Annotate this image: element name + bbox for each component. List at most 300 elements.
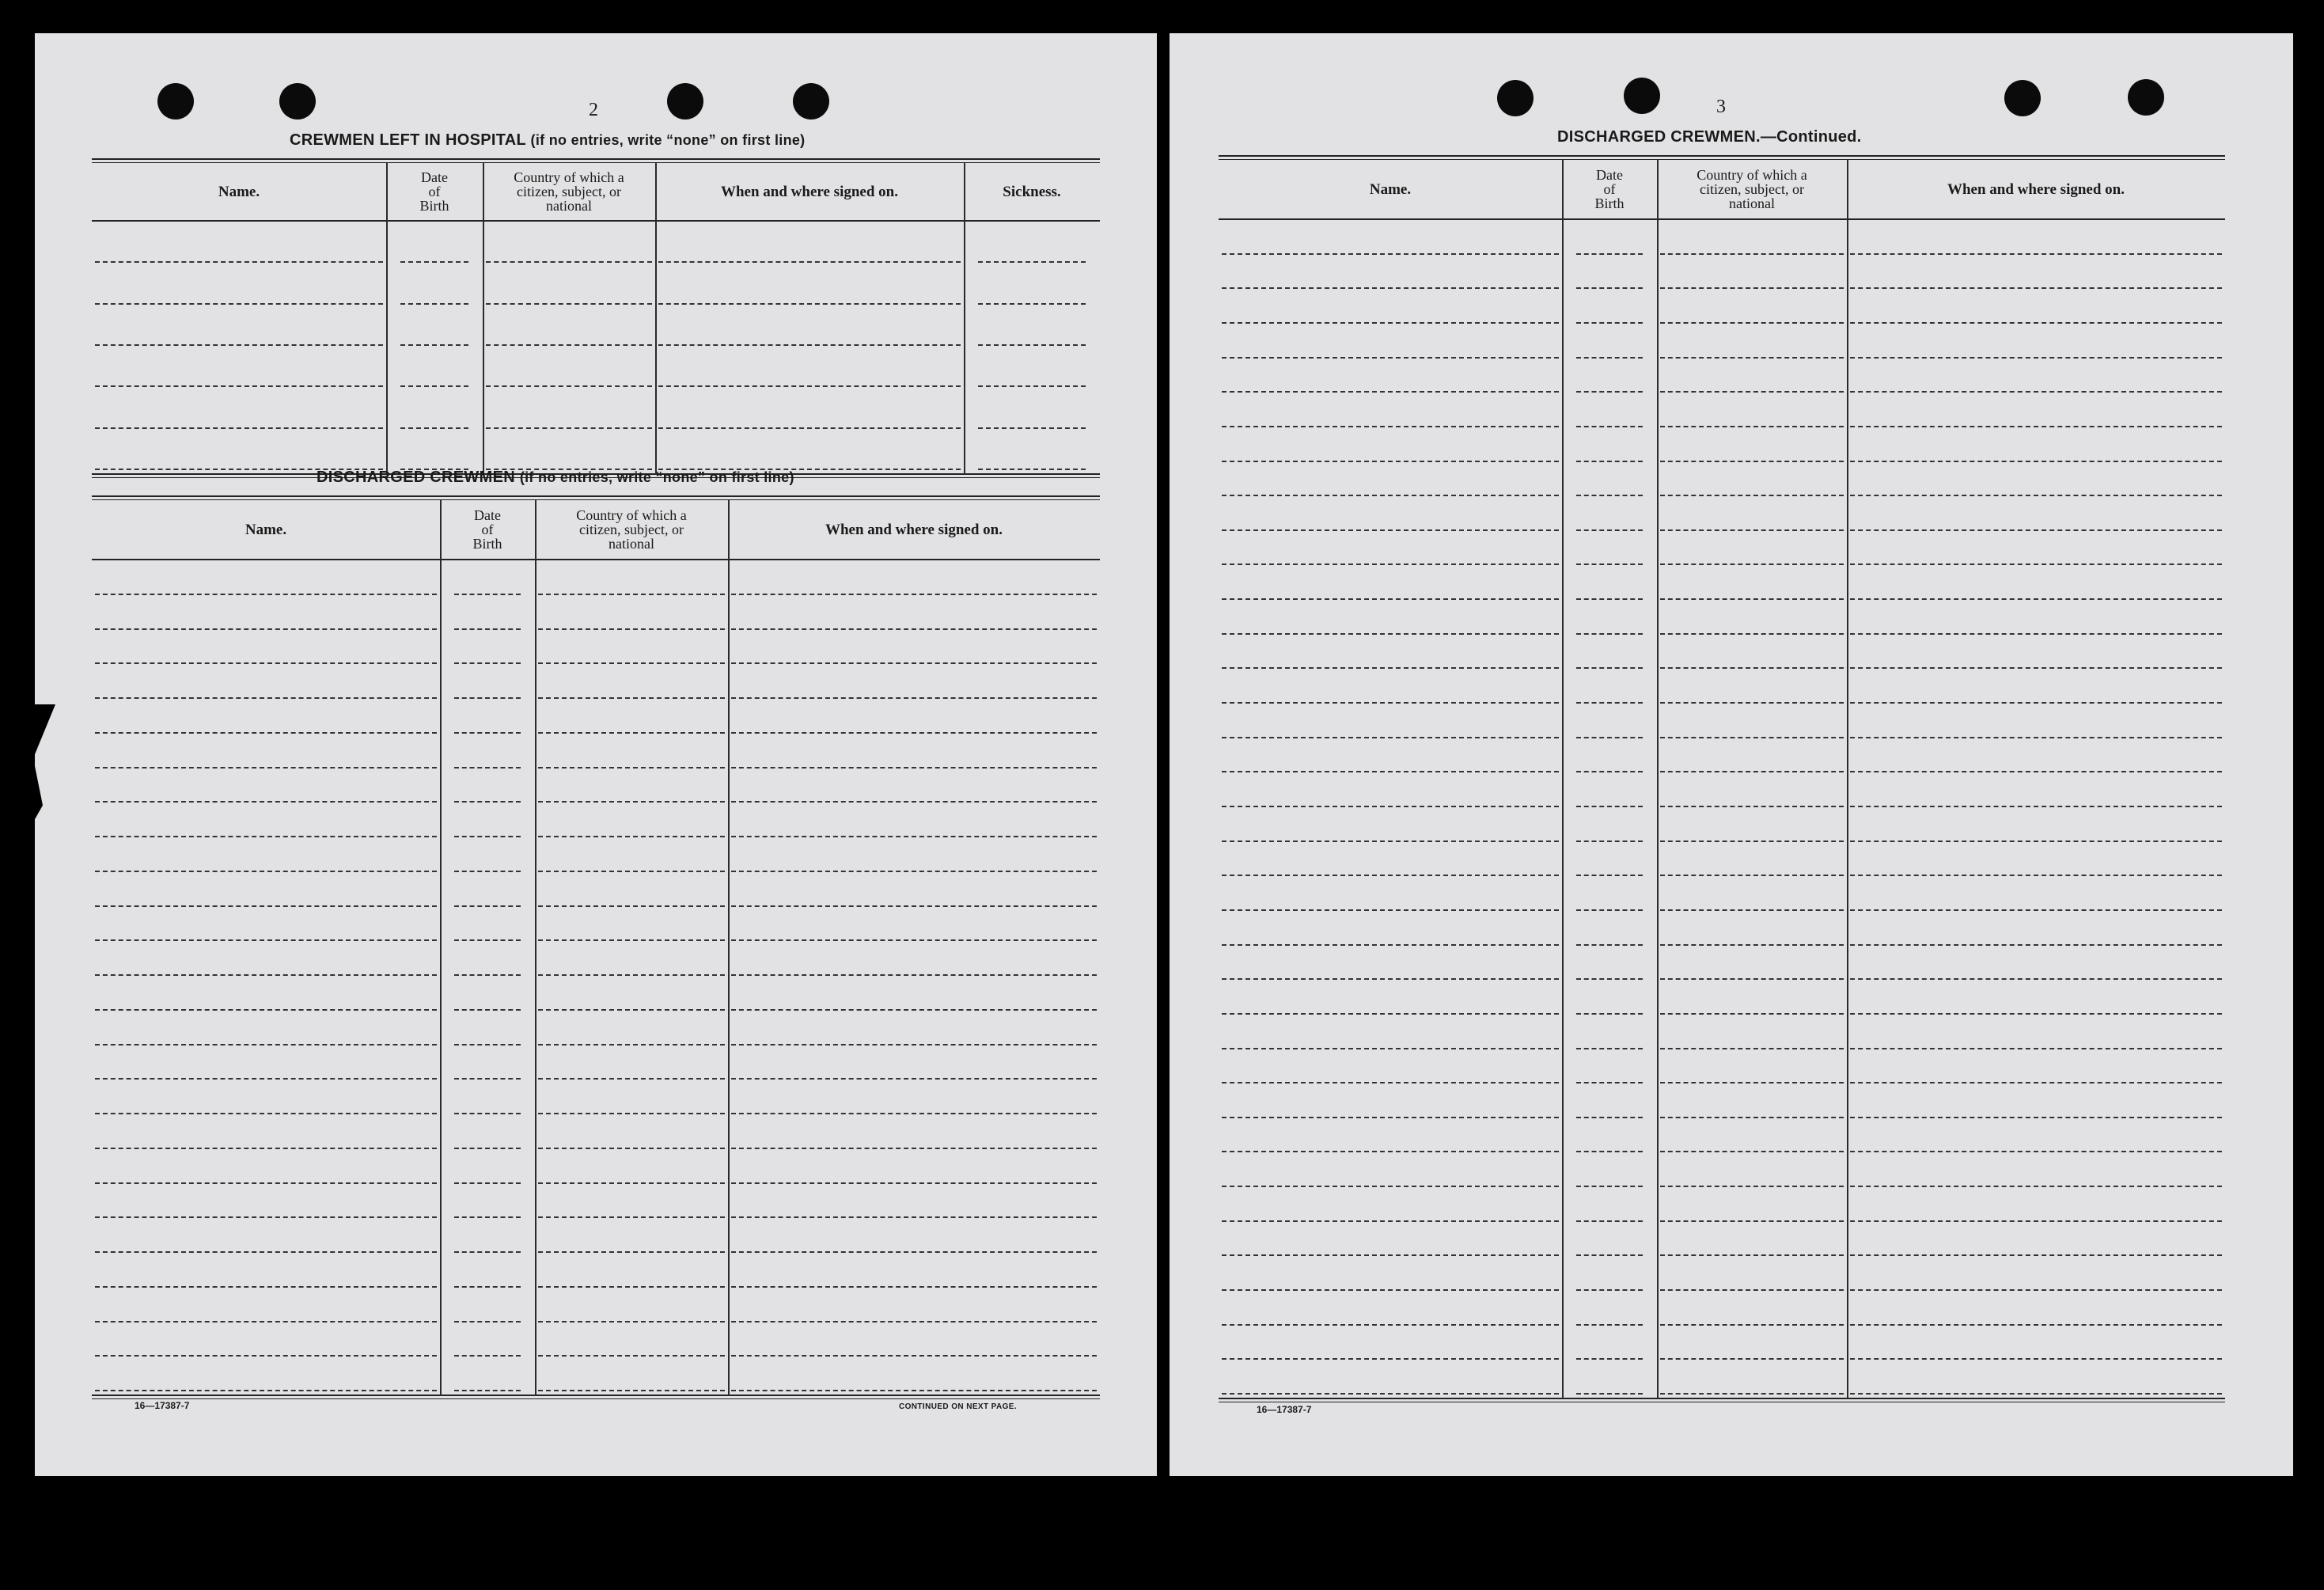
entry-line[interactable] — [95, 1321, 437, 1322]
entry-line[interactable] — [1222, 564, 1559, 565]
column-divider — [440, 500, 442, 1396]
entry-line[interactable] — [731, 836, 1097, 837]
entry-line[interactable] — [454, 1113, 521, 1114]
entry-line[interactable] — [1222, 806, 1559, 807]
column-divider — [728, 500, 730, 1396]
entry-line[interactable] — [1576, 1358, 1643, 1360]
entry-line[interactable] — [1576, 564, 1643, 565]
continued-note: CONTINUED ON NEXT PAGE. — [899, 1402, 1018, 1411]
entry-line[interactable] — [1660, 287, 1844, 289]
entry-line[interactable] — [1660, 1289, 1844, 1291]
entry-line[interactable] — [731, 1044, 1097, 1045]
entry-line[interactable] — [1660, 702, 1844, 704]
section-title-hospital — [290, 131, 805, 150]
entry-line[interactable] — [731, 1009, 1097, 1011]
punch-hole — [1497, 80, 1534, 116]
table-bottom-rule — [1219, 1398, 2225, 1402]
entry-line[interactable] — [1850, 667, 2222, 669]
entry-line[interactable] — [1222, 1013, 1559, 1015]
entry-line[interactable] — [1660, 806, 1844, 807]
column-header: Name. — [1369, 180, 1412, 198]
entry-line[interactable] — [454, 594, 521, 595]
entry-line[interactable] — [538, 1182, 725, 1184]
entry-line[interactable] — [1660, 737, 1844, 738]
entry-line[interactable] — [454, 1251, 521, 1253]
entry-line[interactable] — [1576, 841, 1643, 842]
entry-line[interactable] — [95, 1390, 437, 1391]
entry-line[interactable] — [658, 303, 961, 305]
entry-line[interactable] — [95, 1044, 437, 1045]
entry-line[interactable] — [658, 261, 961, 263]
entry-line[interactable] — [1850, 737, 2222, 738]
entry-line[interactable] — [538, 1009, 725, 1011]
entry-line[interactable] — [658, 344, 961, 346]
entry-line[interactable] — [1850, 495, 2222, 496]
entry-line[interactable] — [1222, 1048, 1559, 1049]
entry-line[interactable] — [1850, 1220, 2222, 1222]
entry-line[interactable] — [1660, 1117, 1844, 1118]
entry-line[interactable] — [1576, 322, 1643, 324]
entry-line[interactable] — [1850, 598, 2222, 600]
entry-line[interactable] — [978, 344, 1086, 346]
entry-line[interactable] — [1576, 253, 1643, 255]
column-divider — [535, 500, 536, 1396]
entry-line[interactable] — [1660, 909, 1844, 911]
entry-line[interactable] — [1576, 737, 1643, 738]
entry-line[interactable] — [1222, 1151, 1559, 1152]
entry-line[interactable] — [1850, 944, 2222, 946]
entry-line[interactable] — [731, 1113, 1097, 1114]
entry-line[interactable] — [1850, 1013, 2222, 1015]
entry-line[interactable] — [538, 939, 725, 941]
entry-line[interactable] — [978, 427, 1086, 429]
entry-line[interactable] — [95, 1182, 437, 1184]
entry-line[interactable] — [538, 767, 725, 768]
entry-line[interactable] — [95, 1009, 437, 1011]
entry-line[interactable] — [1222, 1186, 1559, 1187]
title-text: DISCHARGED CREWMEN — [317, 469, 515, 486]
title-note: (if no entries, write “none” on first line) — [519, 469, 794, 485]
entry-line[interactable] — [400, 385, 468, 387]
entry-line[interactable] — [538, 974, 725, 976]
entry-line[interactable] — [95, 261, 383, 263]
entry-line[interactable] — [1660, 633, 1844, 635]
entry-line[interactable] — [1222, 1289, 1559, 1291]
entry-line[interactable] — [95, 1251, 437, 1253]
entry-line[interactable] — [538, 1355, 725, 1357]
column-header: Date of Birth — [1594, 167, 1625, 211]
entry-line[interactable] — [1222, 875, 1559, 876]
entry-line[interactable] — [1222, 841, 1559, 842]
entry-line[interactable] — [538, 628, 725, 630]
column-header: Date of Birth — [472, 507, 502, 552]
entry-line[interactable] — [1660, 978, 1844, 980]
entry-line[interactable] — [538, 1251, 725, 1253]
column-header: When and where signed on. — [720, 183, 898, 200]
entry-line[interactable] — [95, 697, 437, 699]
entry-line[interactable] — [978, 385, 1086, 387]
header-bottom-rule — [92, 220, 1100, 222]
page-number: 2 — [589, 100, 598, 120]
entry-line[interactable] — [1222, 944, 1559, 946]
column-header: Sickness. — [1003, 183, 1061, 200]
entry-line[interactable] — [1576, 287, 1643, 289]
entry-line[interactable] — [1576, 978, 1643, 980]
entry-line[interactable] — [1850, 357, 2222, 359]
entry-line[interactable] — [454, 1044, 521, 1045]
entry-line[interactable] — [1222, 1082, 1559, 1083]
entry-line[interactable] — [1850, 461, 2222, 462]
form-number: 16—17387-7 — [1257, 1404, 1312, 1415]
entry-line[interactable] — [731, 801, 1097, 803]
entry-line[interactable] — [1576, 771, 1643, 772]
entry-line[interactable] — [1850, 875, 2222, 876]
entry-line[interactable] — [1660, 667, 1844, 669]
entry-line[interactable] — [1850, 978, 2222, 980]
entry-line[interactable] — [454, 767, 521, 768]
column-header: Country of which a citizen, subject, or national — [576, 507, 687, 552]
entry-line[interactable] — [1850, 633, 2222, 635]
entry-line[interactable] — [1576, 1220, 1643, 1222]
entry-line[interactable] — [538, 732, 725, 734]
entry-line[interactable] — [978, 261, 1086, 263]
entry-line[interactable] — [538, 697, 725, 699]
entry-line[interactable] — [1660, 1324, 1844, 1326]
entry-line[interactable] — [731, 1286, 1097, 1288]
column-divider — [1657, 160, 1659, 1399]
entry-line[interactable] — [1222, 702, 1559, 704]
entry-line[interactable] — [1660, 495, 1844, 496]
entry-line[interactable] — [454, 662, 521, 664]
entry-line[interactable] — [731, 732, 1097, 734]
entry-line[interactable] — [400, 427, 468, 429]
entry-line[interactable] — [95, 801, 437, 803]
entry-line[interactable] — [454, 732, 521, 734]
entry-line[interactable] — [538, 905, 725, 907]
entry-line[interactable] — [538, 1113, 725, 1114]
entry-line[interactable] — [1850, 322, 2222, 324]
entry-line[interactable] — [95, 628, 437, 630]
punch-hole — [157, 83, 194, 120]
entry-line[interactable] — [978, 469, 1086, 470]
entry-line[interactable] — [95, 871, 437, 872]
entry-line[interactable] — [1576, 495, 1643, 496]
column-divider — [1562, 160, 1564, 1399]
entry-line[interactable] — [1660, 841, 1844, 842]
entry-line[interactable] — [1576, 391, 1643, 393]
entry-line[interactable] — [1222, 322, 1559, 324]
entry-line[interactable] — [1576, 1324, 1643, 1326]
entry-line[interactable] — [538, 871, 725, 872]
entry-line[interactable] — [1850, 1048, 2222, 1049]
entry-line[interactable] — [1660, 1186, 1844, 1187]
entry-line[interactable] — [1660, 1082, 1844, 1083]
entry-line[interactable] — [1576, 1013, 1643, 1015]
entry-line[interactable] — [454, 1390, 521, 1391]
column-header: Country of which a citizen, subject, or national — [1697, 167, 1807, 211]
entry-line[interactable] — [1850, 1082, 2222, 1083]
punch-hole — [279, 83, 316, 120]
entry-line[interactable] — [1660, 529, 1844, 531]
entry-line[interactable] — [1850, 564, 2222, 565]
entry-line[interactable] — [454, 1182, 521, 1184]
entry-line[interactable] — [1660, 771, 1844, 772]
entry-line[interactable] — [1660, 1220, 1844, 1222]
entry-line[interactable] — [1850, 391, 2222, 393]
entry-line[interactable] — [1660, 461, 1844, 462]
entry-line[interactable] — [1222, 771, 1559, 772]
entry-line[interactable] — [1222, 633, 1559, 635]
entry-line[interactable] — [1850, 1254, 2222, 1256]
column-divider — [1847, 160, 1848, 1399]
entry-line[interactable] — [1850, 771, 2222, 772]
entry-line[interactable] — [454, 871, 521, 872]
column-header: Name. — [245, 521, 287, 538]
entry-line[interactable] — [1850, 287, 2222, 289]
entry-line[interactable] — [454, 974, 521, 976]
entry-line[interactable] — [95, 427, 383, 429]
column-header: Name. — [218, 183, 260, 200]
table-bottom-rule — [92, 1395, 1100, 1399]
hospital-table — [92, 158, 1100, 476]
entry-line[interactable] — [1850, 1117, 2222, 1118]
entry-line[interactable] — [978, 303, 1086, 305]
entry-line[interactable] — [1576, 1117, 1643, 1118]
entry-line[interactable] — [486, 385, 652, 387]
entry-line[interactable] — [1222, 1358, 1559, 1360]
entry-line[interactable] — [1576, 426, 1643, 427]
entry-line[interactable] — [1222, 909, 1559, 911]
entry-line[interactable] — [1850, 1151, 2222, 1152]
entry-line[interactable] — [1222, 253, 1559, 255]
entry-line[interactable] — [454, 1355, 521, 1357]
entry-line[interactable] — [95, 939, 437, 941]
entry-line[interactable] — [1850, 426, 2222, 427]
entry-line[interactable] — [1660, 944, 1844, 946]
entry-line[interactable] — [731, 594, 1097, 595]
entry-line[interactable] — [454, 697, 521, 699]
entry-line[interactable] — [1576, 357, 1643, 359]
entry-line[interactable] — [1850, 529, 2222, 531]
entry-line[interactable] — [1660, 598, 1844, 600]
entry-line[interactable] — [1222, 1220, 1559, 1222]
entry-line[interactable] — [538, 1148, 725, 1149]
entry-line[interactable] — [731, 939, 1097, 941]
section-title-discharged — [317, 469, 794, 487]
entry-line[interactable] — [486, 427, 652, 429]
entry-line[interactable] — [1660, 322, 1844, 324]
entry-line[interactable] — [454, 939, 521, 941]
entry-line[interactable] — [95, 662, 437, 664]
entry-line[interactable] — [1576, 944, 1643, 946]
entry-line[interactable] — [95, 344, 383, 346]
entry-line[interactable] — [658, 427, 961, 429]
entry-line[interactable] — [731, 1078, 1097, 1080]
entry-line[interactable] — [95, 905, 437, 907]
title-note: (if no entries, write “none” on first line) — [530, 132, 806, 148]
entry-line[interactable] — [454, 836, 521, 837]
entry-line[interactable] — [731, 1355, 1097, 1357]
entry-line[interactable] — [1222, 287, 1559, 289]
entry-line[interactable] — [731, 1321, 1097, 1322]
entry-line[interactable] — [1660, 391, 1844, 393]
entry-line[interactable] — [454, 1009, 521, 1011]
entry-line[interactable] — [1576, 909, 1643, 911]
entry-line[interactable] — [1576, 806, 1643, 807]
entry-line[interactable] — [1576, 1082, 1643, 1083]
entry-line[interactable] — [1222, 426, 1559, 427]
right-page — [1170, 33, 2293, 1476]
entry-line[interactable] — [1850, 702, 2222, 704]
entry-line[interactable] — [486, 344, 652, 346]
entry-line[interactable] — [1576, 633, 1643, 635]
entry-line[interactable] — [1222, 461, 1559, 462]
entry-line[interactable] — [658, 385, 961, 387]
entry-line[interactable] — [731, 628, 1097, 630]
entry-line[interactable] — [95, 1216, 437, 1218]
entry-line[interactable] — [1660, 564, 1844, 565]
punch-hole — [667, 83, 703, 120]
entry-line[interactable] — [1576, 1186, 1643, 1187]
entry-line[interactable] — [454, 1321, 521, 1322]
entry-line[interactable] — [400, 344, 468, 346]
entry-line[interactable] — [538, 662, 725, 664]
entry-line[interactable] — [95, 594, 437, 595]
entry-line[interactable] — [538, 836, 725, 837]
entry-line[interactable] — [454, 1148, 521, 1149]
entry-line[interactable] — [95, 836, 437, 837]
entry-line[interactable] — [454, 1216, 521, 1218]
punch-hole — [2004, 80, 2041, 116]
entry-line[interactable] — [1660, 1048, 1844, 1049]
entry-line[interactable] — [1222, 978, 1559, 980]
entry-line[interactable] — [538, 1044, 725, 1045]
entry-line[interactable] — [1850, 1186, 2222, 1187]
entry-line[interactable] — [538, 1078, 725, 1080]
entry-line[interactable] — [1850, 253, 2222, 255]
punch-hole — [1624, 78, 1660, 114]
entry-line[interactable] — [1850, 806, 2222, 807]
entry-line[interactable] — [1850, 1289, 2222, 1291]
left-page — [35, 33, 1157, 1476]
entry-line[interactable] — [1576, 702, 1643, 704]
entry-line[interactable] — [1222, 1117, 1559, 1118]
entry-line[interactable] — [95, 385, 383, 387]
title-text: CREWMEN LEFT IN HOSPITAL — [290, 131, 526, 149]
entry-line[interactable] — [1576, 667, 1643, 669]
column-header: When and where signed on. — [825, 521, 1003, 538]
entry-line[interactable] — [1576, 1048, 1643, 1049]
entry-line[interactable] — [1576, 1151, 1643, 1152]
entry-line[interactable] — [1222, 667, 1559, 669]
entry-line[interactable] — [538, 1216, 725, 1218]
entry-line[interactable] — [731, 905, 1097, 907]
entry-line[interactable] — [538, 1321, 725, 1322]
entry-line[interactable] — [1660, 1254, 1844, 1256]
entry-line[interactable] — [1576, 598, 1643, 600]
entry-line[interactable] — [731, 662, 1097, 664]
entry-line[interactable] — [731, 1390, 1097, 1391]
entry-line[interactable] — [95, 1113, 437, 1114]
entry-line[interactable] — [1222, 529, 1559, 531]
entry-line[interactable] — [1576, 1393, 1643, 1395]
entry-line[interactable] — [486, 261, 652, 263]
entry-line[interactable] — [95, 974, 437, 976]
entry-line[interactable] — [95, 732, 437, 734]
entry-line[interactable] — [95, 1286, 437, 1288]
entry-line[interactable] — [731, 1182, 1097, 1184]
entry-line[interactable] — [1222, 1324, 1559, 1326]
entry-line[interactable] — [1660, 1393, 1844, 1395]
entry-line[interactable] — [1222, 598, 1559, 600]
discharged-table — [92, 495, 1100, 1398]
entry-line[interactable] — [731, 697, 1097, 699]
header-bottom-rule — [1219, 218, 2225, 220]
entry-line[interactable] — [731, 1148, 1097, 1149]
punch-hole — [2128, 79, 2164, 116]
entry-line[interactable] — [538, 1286, 725, 1288]
entry-line[interactable] — [486, 303, 652, 305]
entry-line[interactable] — [1222, 737, 1559, 738]
entry-line[interactable] — [1660, 1013, 1844, 1015]
entry-line[interactable] — [400, 261, 468, 263]
entry-line[interactable] — [1222, 495, 1559, 496]
entry-line[interactable] — [1576, 1289, 1643, 1291]
entry-line[interactable] — [731, 871, 1097, 872]
entry-line[interactable] — [1576, 529, 1643, 531]
entry-line[interactable] — [1660, 875, 1844, 876]
entry-line[interactable] — [1222, 1393, 1559, 1395]
entry-line[interactable] — [1850, 841, 2222, 842]
entry-line[interactable] — [454, 1286, 521, 1288]
entry-line[interactable] — [731, 1251, 1097, 1253]
entry-line[interactable] — [1850, 1393, 2222, 1395]
entry-line[interactable] — [95, 1078, 437, 1080]
entry-line[interactable] — [1576, 875, 1643, 876]
entry-line[interactable] — [95, 303, 383, 305]
entry-line[interactable] — [1850, 1324, 2222, 1326]
entry-line[interactable] — [1576, 461, 1643, 462]
entry-line[interactable] — [454, 801, 521, 803]
entry-line[interactable] — [538, 1390, 725, 1391]
entry-line[interactable] — [454, 628, 521, 630]
entry-line[interactable] — [1660, 426, 1844, 427]
entry-line[interactable] — [1660, 1151, 1844, 1152]
entry-line[interactable] — [1222, 1254, 1559, 1256]
entry-line[interactable] — [731, 767, 1097, 768]
entry-line[interactable] — [95, 1355, 437, 1357]
entry-line[interactable] — [1850, 909, 2222, 911]
page-number: 3 — [1716, 97, 1726, 117]
entry-line[interactable] — [1576, 1254, 1643, 1256]
entry-line[interactable] — [400, 303, 468, 305]
entry-line[interactable] — [1660, 357, 1844, 359]
entry-line[interactable] — [454, 1078, 521, 1080]
entry-line[interactable] — [95, 1148, 437, 1149]
entry-line[interactable] — [1660, 253, 1844, 255]
entry-line[interactable] — [1222, 391, 1559, 393]
header-bottom-rule — [92, 559, 1100, 560]
entry-line[interactable] — [538, 801, 725, 803]
entry-line[interactable] — [95, 767, 437, 768]
entry-line[interactable] — [1850, 1358, 2222, 1360]
entry-line[interactable] — [1222, 357, 1559, 359]
entry-line[interactable] — [538, 594, 725, 595]
entry-line[interactable] — [731, 974, 1097, 976]
entry-line[interactable] — [454, 905, 521, 907]
entry-line[interactable] — [731, 1216, 1097, 1218]
entry-line[interactable] — [1660, 1358, 1844, 1360]
